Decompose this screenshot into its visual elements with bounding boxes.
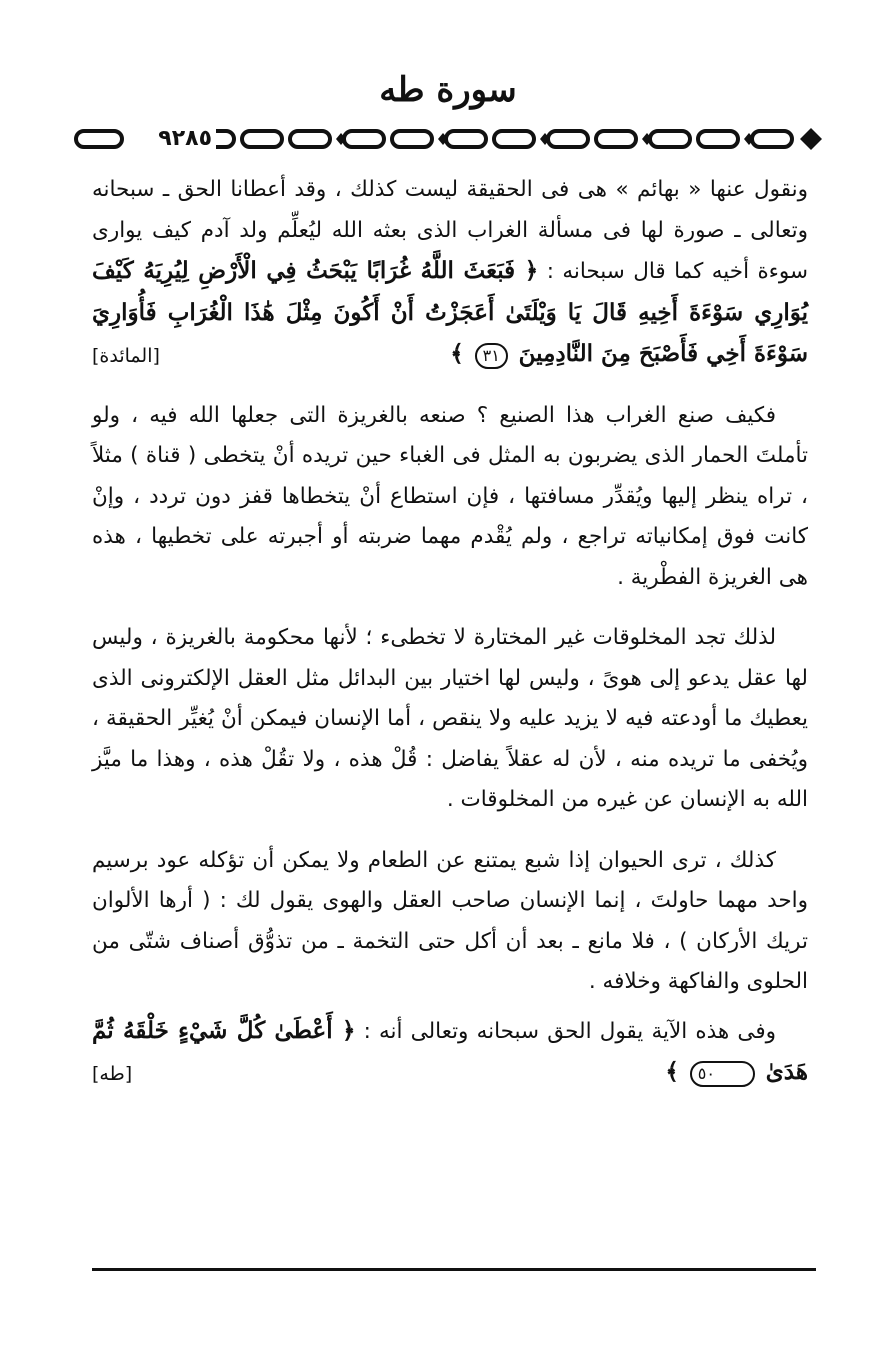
surah-title: سورة طه bbox=[379, 70, 517, 110]
paragraph-5 bbox=[92, 1011, 808, 1094]
paragraph-3: لذلك تجد المخلوقات غير المختارة لا تخطىء ؛ لأنها محكومة بالغريزة ، وليس لها عقل يدعو إلى هوىً ، وليس لها اختيار بين البدائل مثل العقل الإلكترونى الذى يعطيك ما أودعته فيه لا يزيد عليه ولا ينقص ، أما الإنسان فيمكن أنْ يُغيِّر الحقيقة ، ويُخفى ما تريده منه ، لأن له عقلاً يفاضل : قُلْ هذه ، ولا تقُلْ هذه ، وهذا ما ميَّز الله به الإنسان عن غيره من المخلوقات . bbox=[92, 625, 808, 812]
quran-verse: ﴿ أَعْطَىٰ كُلَّ شَيْءٍ خَلْقَهُ ثُمَّ هَدَىٰ bbox=[92, 1016, 808, 1085]
ayah-number-badge: ٣١ bbox=[475, 343, 508, 369]
paragraph-1 bbox=[92, 170, 808, 376]
ayah-number-badge: ٥٠ bbox=[690, 1061, 755, 1087]
quran-verse: ﴿ فَبَعَثَ اللَّهُ غُرَابًا يَبْحَثُ فِي الْأَرْضِ لِيُرِيَهُ كَيْفَ يُوَارِي سَوْءَةَ أَخِيهِ قَالَ يَا وَيْلَتَىٰ أَعَجَزْتُ أَنْ أَكُونَ مِثْلَ هَٰذَا الْغُرَابِ فَأُوَارِيَ سَوْءَةَ أَخِي فَأَصْبَحَ مِنَ النَّادِمِينَ bbox=[92, 257, 808, 367]
verse-close-bracket: ﴾ bbox=[665, 1058, 679, 1085]
footer-rule bbox=[92, 1268, 816, 1271]
surah-reference: [المائدة] bbox=[92, 345, 160, 367]
page-body bbox=[92, 170, 808, 1095]
paragraph-4: كذلك ، ترى الحيوان إذا شبع يمتنع عن الطعام ولا يمكن أن تؤكله عود برسيم واحد مهما حاولتَ ، إنما الإنسان صاحب العقل والهوى يقول لك : ( أرها الألوان تريك الأركان ) ، فلا مانع ـ بعد أن أكل حتى التخمة ـ من تذوُّق أصناف شتّى من الحلوى والفاكهة وخلافه . bbox=[92, 847, 808, 994]
verse-close-bracket: ﴾ bbox=[450, 340, 464, 367]
paragraph-text: وفى هذه الآية يقول الحق سبحانه وتعالى أنه : bbox=[363, 1018, 776, 1044]
paragraph-2: فكيف صنع الغراب هذا الصنيع ؟ صنعه بالغريزة التى جعلها الله فيه ، ولو تأملتَ الحمار الذى يضربون به المثل فى الغباء حين تريده أنْ يتخطى ( قناة ) مثلاً ، تراه ينظر إليها ويُقدِّر مسافتها ، فإن استطاع أنْ يتخطاها قفز دون تردد ، وإنْ كانت فوق إمكانياته تراجع ، ولم يُقْدم مهما ضربته أو أجبرته على تخطيها ، هذه هى الغريزة الفطْرية . bbox=[92, 402, 808, 590]
surah-reference: [طه] bbox=[92, 1063, 133, 1085]
paragraph-text: ونقول عنها « بهائم » هى فى الحقيقة ليست كذلك ، وقد أعطانا الحق ـ سبحانه وتعالى ـ صورة لها فى مسألة الغراب الذى بعثه الله ليُعلِّم ولد آدم كيف يوارى سوءة أخيه كما قال سبحانه : bbox=[92, 177, 808, 284]
page-number: ٩٢٨٥ bbox=[154, 122, 216, 156]
